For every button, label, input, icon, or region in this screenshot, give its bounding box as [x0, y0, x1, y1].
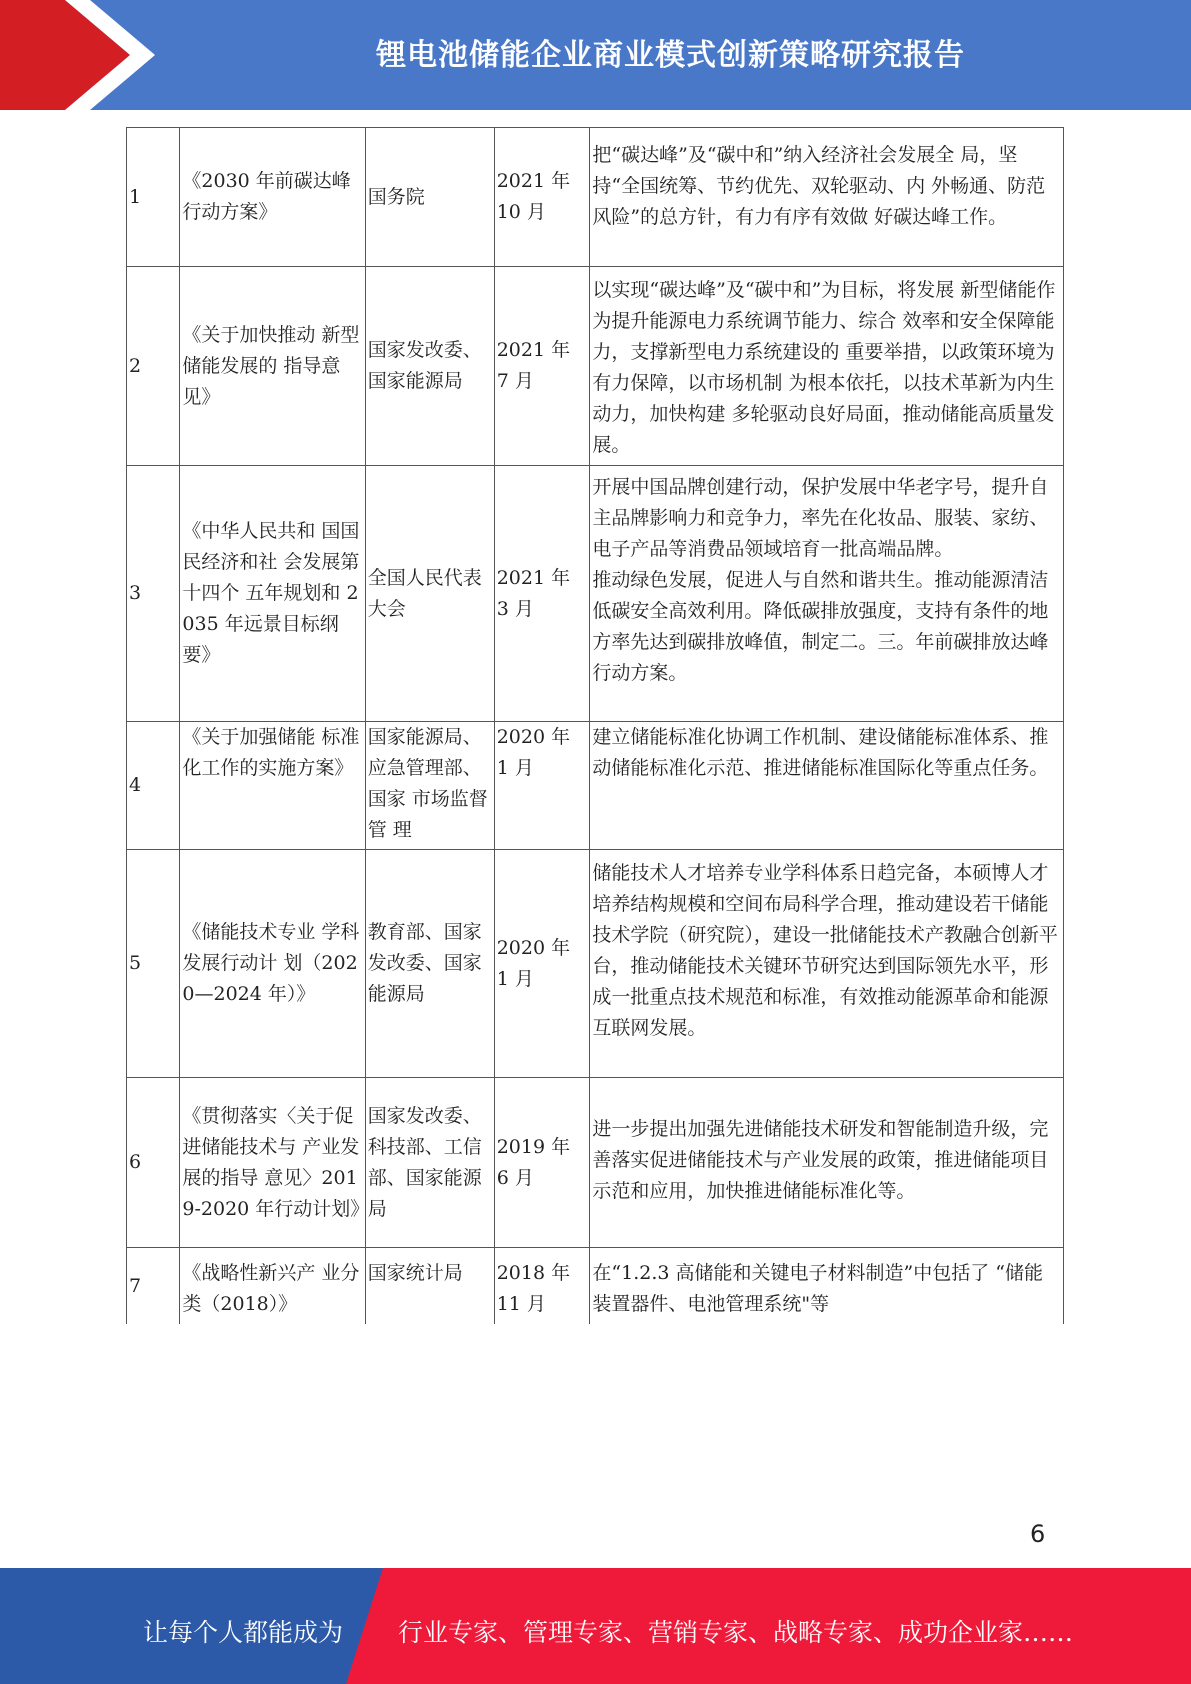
table-row: [127, 128, 1064, 267]
policy-table: [126, 127, 1064, 1324]
footer-slogan-right: 行业专家、管理专家、营销专家、战略专家、成功企业家……: [398, 1618, 1074, 1647]
row-number: 7: [127, 1248, 180, 1325]
table-row: [127, 1248, 1064, 1325]
row-number: 1: [127, 128, 180, 267]
row-number: 4: [127, 722, 180, 850]
policy-description: 建立储能标准化协调工作机制、建设储能标准体系、推动储能标准化示范、推进储能标准国际化等重点任务。: [590, 722, 1064, 850]
policy-description: [590, 466, 1064, 722]
policy-date: 2018 年 11 月: [494, 1248, 590, 1325]
policy-description: 把“碳达峰”及“碳中和”纳入经济社会发展全 局，坚持“全国统筹、节约优先、双轮驱动、内 外畅通、防范风险”的总方针，有力有序有效做 好碳达峰工作。: [590, 128, 1064, 267]
policy-description: 进一步提出加强先进储能技术研发和智能制造升级，完善落实促进储能技术与产业发展的政策，推进储能项目示范和应用，加快推进储能标准化等。: [590, 1078, 1064, 1248]
policy-name: 《2030 年前碳达峰行动方案》: [180, 128, 365, 267]
policy-issuer: 国家发改委、科技部、工信部、国家能源局: [365, 1078, 494, 1248]
policy-issuer: 国家发改委、国家能源局: [365, 267, 494, 466]
policy-name: 《战略性新兴产 业分类（2018）》: [180, 1248, 365, 1325]
policy-name: 《中华人民共和 国国民经济和社 会发展第十四个 五年规划和 2035 年远景目标纲 要》: [180, 466, 365, 722]
table-row: [127, 722, 1064, 850]
policy-name: 《贯彻落实〈关于促进储能技术与 产业发展的指导 意见〉2019-2020 年行动计划》: [180, 1078, 365, 1248]
policy-date: 2020 年 1 月: [494, 850, 590, 1078]
policy-issuer: 教育部、国家发改委、国家能源局: [365, 850, 494, 1078]
row-number: 5: [127, 850, 180, 1078]
policy-description: 在“1.2.3 高储能和关键电子材料制造”中包括了 “储能装置器件、电池管理系统"等: [590, 1248, 1064, 1325]
policy-name: 《关于加强储能 标准化工作的实施方案》: [180, 722, 365, 850]
table-row: [127, 466, 1064, 722]
policy-name: 《关于加快推动 新型储能发展的 指导意见》: [180, 267, 365, 466]
row-number: 2: [127, 267, 180, 466]
table-row: [127, 267, 1064, 466]
policy-date: 2020 年 1 月: [494, 722, 590, 850]
policy-date: 2021 年 7 月: [494, 267, 590, 466]
description-paragraph-1: 开展中国品牌创建行动，保护发展中华老字号，提升自主品牌影响力和竞争力，率先在化妆品、服装、家纺、电子产品等消费品领域培育一批高端品牌。: [592, 476, 1049, 560]
table-row: [127, 1078, 1064, 1248]
policy-issuer: 全国人民代表大会: [365, 466, 494, 722]
row-number: 3: [127, 466, 180, 722]
footer-slogan-left: 让每个人都能成为: [143, 1618, 344, 1647]
policy-name: 《储能技术专业 学科发展行动计 划（2020—2024 年）》: [180, 850, 365, 1078]
row-number: 6: [127, 1078, 180, 1248]
policy-date: 2021 年 10 月: [494, 128, 590, 267]
page-header: [0, 0, 1191, 110]
page-title: 锂电池储能企业商业模式创新策略研究报告: [376, 38, 965, 73]
policy-date: 2019 年 6 月: [494, 1078, 590, 1248]
policy-issuer: 国家统计局: [365, 1248, 494, 1325]
description-paragraph-2: 推动绿色发展，促进人与自然和谐共生。推动能源清洁低碳安全高效利用。降低碳排放强度，支持有条件的地方率先达到碳排放峰值，制定二。三。年前碳排放达峰行动方案。: [592, 569, 1049, 684]
table-row: [127, 850, 1064, 1078]
page-footer: [0, 1568, 1191, 1684]
policy-issuer: 国务院: [365, 128, 494, 267]
policy-description: 以实现“碳达峰”及“碳中和”为目标，将发展 新型储能作为提升能源电力系统调节能力、综合 效率和安全保障能力，支撑新型电力系统建设的 重要举措，以政策环境为有力保障，以市场机制 为根本依托，以技术革新为内生动力，加快构建 多轮驱动良好局面，推动储能高质量发展。: [590, 267, 1064, 466]
policy-description: 储能技术人才培养专业学科体系日趋完备，本硕博人才培养结构规模和空间布局科学合理，推动建设若干储能技术学院（研究院），建设一批储能技术产教融合创新平台，推动储能技术关键环节研究达到国际领先水平，形成一批重点技术规范和标准，有效推动能源革命和能源互联网发展。: [590, 850, 1064, 1078]
policy-date: 2021 年 3 月: [494, 466, 590, 722]
page-number: 6: [1030, 1520, 1046, 1548]
policy-issuer: 国家能源局、应急管理部、国家 市场监督管 理: [365, 722, 494, 850]
